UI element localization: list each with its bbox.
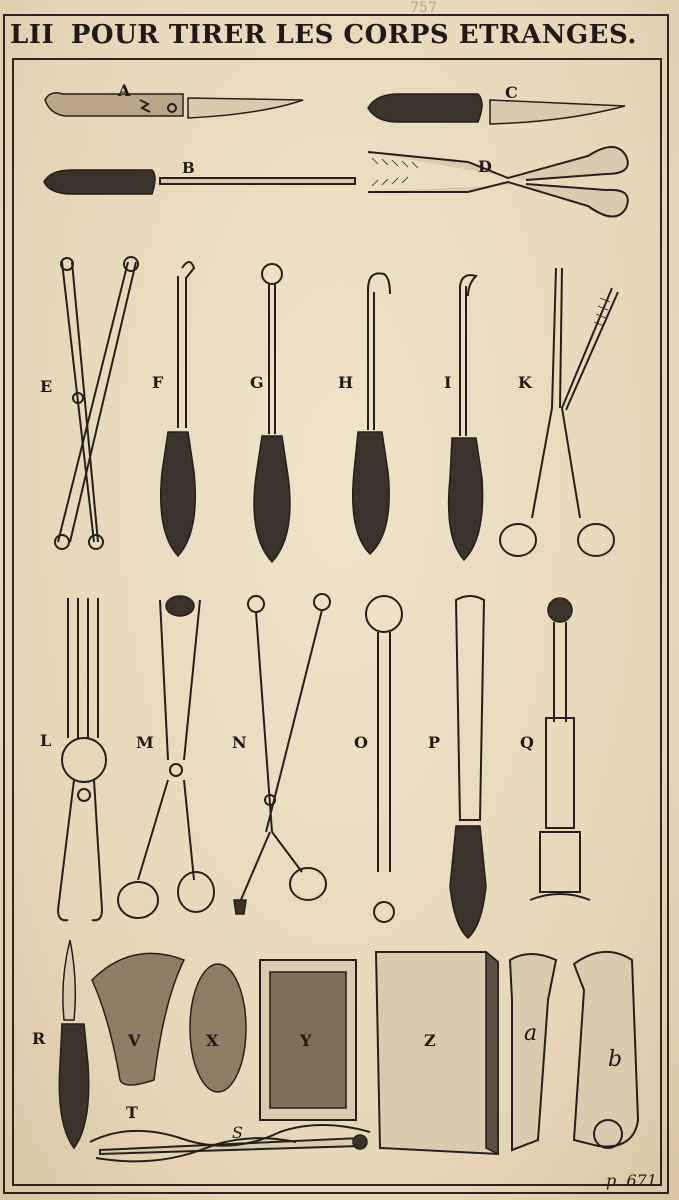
item-b-rolled-bandage [574,952,638,1148]
label-n: N [232,733,247,752]
instrument-f-probe [152,262,195,556]
instrument-b-probe [44,159,355,194]
item-a-bandage [510,954,556,1150]
label-l: L [40,731,52,750]
instrument-i-hook [444,275,483,560]
label-m: M [136,733,154,752]
label-k: K [518,373,532,392]
label-v: V [128,1031,141,1050]
label-a-lower: a [524,1021,538,1046]
label-q: Q [520,733,534,752]
label-t: T [126,1103,138,1122]
instrument-l-forceps [40,598,106,920]
label-p: P [428,733,441,752]
label-x: X [206,1031,219,1050]
page-reference: p. 671 [606,1171,657,1190]
label-z: Z [424,1031,436,1050]
instrument-k-scissors [500,268,618,556]
item-x-sponge [190,964,246,1092]
instrument-q-syringe [520,598,590,900]
plate-title-text: POUR TIRER LES CORPS ETRANGES. [70,20,637,50]
instrument-p-forceps [428,596,486,938]
label-r: R [32,1029,46,1048]
instrument-r-scalpel [32,940,89,1148]
label-f: F [152,373,164,392]
item-v-brush [92,953,184,1085]
label-d: D [478,157,492,176]
label-s: S [232,1123,243,1142]
instrument-n-forceps [232,594,330,914]
label-b-lower: b [608,1047,623,1072]
instrument-a-knife [45,81,303,118]
label-i: I [444,373,452,392]
label-b: B [182,159,195,177]
label-a: A [118,81,131,100]
instrument-h-hook [338,273,390,554]
label-e: E [40,377,53,396]
label-h: H [338,373,354,392]
page-stub-number: 757 [410,0,437,16]
instrument-e-forceps [40,257,138,549]
instrument-d-forceps [368,147,628,217]
item-y-plaster [260,960,356,1120]
plate-number: LII [10,20,55,50]
item-z-compress [376,952,498,1154]
instrument-o-probe [354,596,402,922]
label-o: O [354,733,368,752]
instrument-m-forceps [118,596,214,918]
label-y: Y [300,1031,312,1050]
instrument-c-knife [368,83,625,124]
instrument-g-probe [250,264,290,562]
label-c: C [505,83,518,102]
label-g: G [250,373,264,392]
